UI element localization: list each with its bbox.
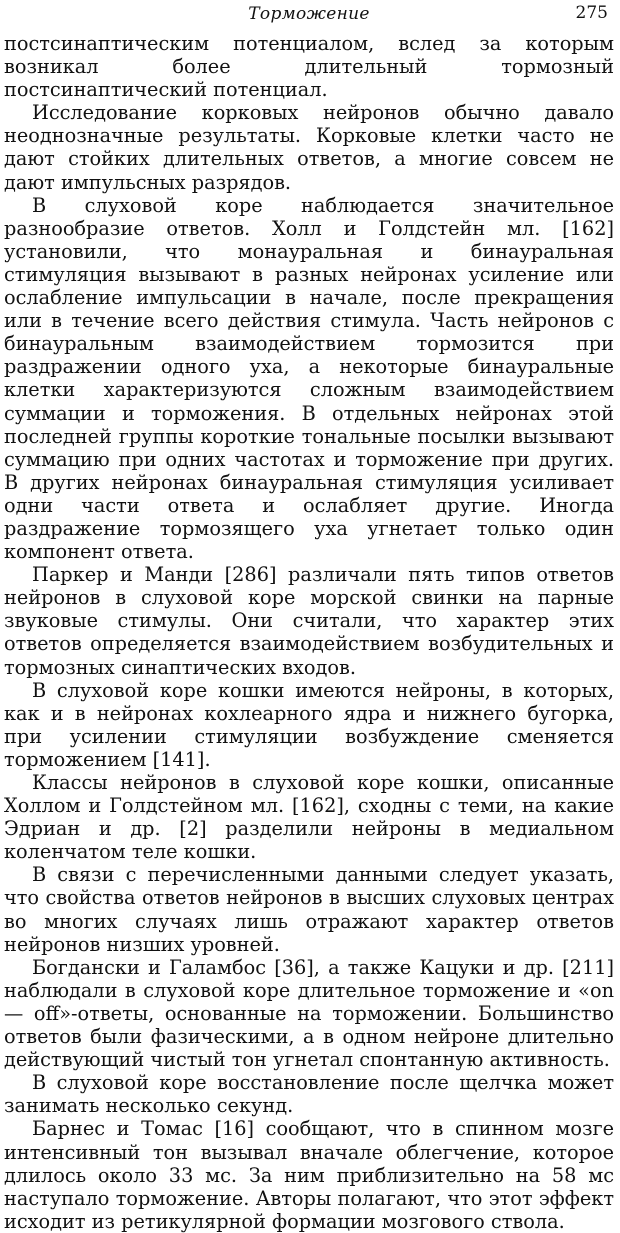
paragraph-recovery: В слуховой коре восстановление после щелчка может занимать несколько секунд. bbox=[4, 1071, 614, 1118]
paragraph-cat-cortex-neurons: В слуховой коре кошки имеются нейроны, в которых, как и в нейронах кохлеарного ядра и нижнего бугорка, при усилении стимуляции возбуждение сменяется торможением [141]. bbox=[4, 678, 614, 771]
paragraph-continuation: постсинаптическим потенциалом, вслед за которым возникал более длительный тормозный постсинаптический потенциал. bbox=[4, 32, 614, 102]
paragraph-barnes-thomas: Барнес и Томас [16] сообщают, что в спинном мозге интенсивный тон вызывал вначале облегчение, которое длилось около 33 мс. За ним приблизительно на 58 мс наступало торможение. Авторы полагают, что этот эффект исходит из ретикулярной формации мозгового ствола. bbox=[4, 1117, 614, 1233]
body-text bbox=[4, 32, 614, 1233]
page-number: 275 bbox=[575, 3, 608, 23]
running-title: Торможение bbox=[248, 4, 370, 24]
paragraph-cortical-neurons: Исследование корковых нейронов обычно давало неоднозначные результаты. Корковые клетки часто не дают стойких длительных ответов, а многие совсем не дают импульсных разрядов. bbox=[4, 101, 614, 194]
paragraph-higher-centers: В связи с перечисленными данными следует указать, что свойства ответов нейронов в высших слуховых центрах во многих случаях лишь отражают характер ответов нейронов низших уровней. bbox=[4, 863, 614, 956]
paragraph-bogdanski-galambos: Богдански и Галамбос [36], а также Кацуки и др. [211] наблюдали в слуховой коре длительное торможение и «on — off»-ответы, основанные на торможении. Большинство ответов были фазическими, а в одном нейроне длительно действующий чистый тон угнетал спонтанную активность. bbox=[4, 955, 614, 1072]
paragraph-neuron-classes: Классы нейронов в слуховой коре кошки, описанные Холлом и Голдстейном мл. [162], сходны с теми, на какие Эдриан и др. [2] разделили нейроны в медиальном коленчатом теле кошки. bbox=[4, 771, 614, 864]
paragraph-parker-mundy: Паркер и Манди [286] различали пять типов ответов нейронов в слуховой коре морской свинки на парные звуковые стимулы. Они считали, что характер этих ответов определяется взаимодействием возбудительных и тормозных синаптических входов. bbox=[4, 563, 614, 679]
running-header bbox=[4, 0, 614, 32]
paragraph-auditory-cortex-diversity: В слуховой коре наблюдается значительное разнообразие ответов. Холл и Голдстейн мл. [162] установили, что монауральная и бинауральная стимуляция вызывают в разных нейронах усиление или ослабление импульсации в начале, после прекращения или в течение всего действия стимула. Часть нейронов с бинауральным взаимодействием тормозится при раздражении одного уха, а некоторые бинауральные клетки характеризуются сложным взаимодействием суммации и торможения. В отдельных нейронах этой последней группы короткие тональные посылки вызывают суммацию при одних частотах и торможение при других. В других нейронах бинауральная стимуляция усиливает одни части ответа и ослабляет другие. Иногда раздражение тормозящего уха угнетает только один компонент ответа. bbox=[4, 193, 614, 564]
